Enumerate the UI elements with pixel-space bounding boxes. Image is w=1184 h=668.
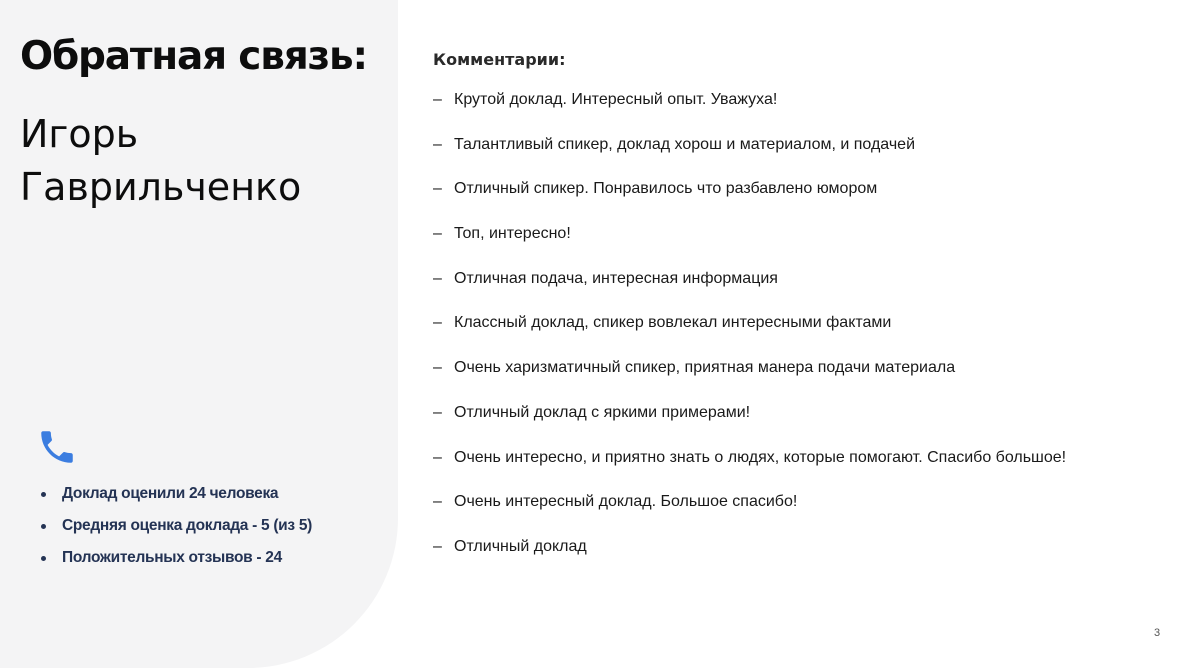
bullet-dot [41,492,46,497]
stats-item-positive-reviews [40,544,312,576]
slide-title: Обратная связь: [20,34,367,79]
dash-marker: – [433,493,442,511]
comment-text: Очень интересно, и приятно знать о людях, которые помогают. Спасибо большое! [454,448,1067,466]
comment-text: Очень харизматичный спикер, приятная манера подачи материала [454,359,956,377]
phone-icon [36,426,78,468]
comment-text: Крутой доклад. Интересный опыт. Уважуха! [454,91,778,108]
comment-text: Очень интересный доклад. Большое спасибо! [454,493,798,511]
dash-marker: – [433,403,442,421]
comment-item [433,178,1066,223]
comment-item [433,89,1066,134]
speaker-first-name: Игорь [20,112,139,156]
dash-marker: – [433,269,442,287]
comment-text: Талантливый спикер, доклад хорош и материалом, и подачей [454,135,916,153]
dash-marker: – [433,448,442,466]
dash-marker: – [433,359,442,377]
speaker-name [20,108,301,214]
comment-text: Топ, интересно! [454,225,571,243]
bullet-dot [41,556,46,561]
left-panel [0,0,398,668]
dash-marker: – [433,91,442,108]
comments-heading: Комментарии: [433,50,566,69]
comments-list [433,89,1066,581]
comment-text: Отличный доклад с яркими примерами! [454,403,751,421]
comment-text: Отличный спикер. Понравилось что разбавлено юмором [454,180,878,198]
dash-marker: – [433,180,442,198]
stats-item-average-score [40,512,312,544]
dash-marker: – [433,225,442,243]
comment-item [433,536,1066,581]
dash-marker: – [433,537,442,555]
dash-marker: – [433,135,442,153]
comment-text: Отличная подача, интересная информация [454,269,778,287]
page-number: 3 [1154,627,1161,639]
bullet-dot [41,524,46,529]
stats-text: Доклад оценили 24 человека [62,485,279,502]
stats-text: Положительных отзывов - 24 [62,549,282,566]
comment-text: Отличный доклад [454,537,587,555]
stats-item-ratings-count [40,480,312,512]
comment-text: Классный доклад, спикер вовлекал интересными фактами [454,314,892,332]
dash-marker: – [433,314,442,332]
comment-item [433,357,1066,402]
stats-list [40,480,312,576]
comment-item [433,402,1066,447]
comment-item [433,447,1066,492]
comment-item [433,268,1066,313]
comment-item [433,134,1066,179]
speaker-last-name: Гаврильченко [20,165,302,209]
comment-item [433,491,1066,536]
stats-text: Средняя оценка доклада - 5 (из 5) [62,517,313,534]
comment-item [433,312,1066,357]
comment-item [433,223,1066,268]
